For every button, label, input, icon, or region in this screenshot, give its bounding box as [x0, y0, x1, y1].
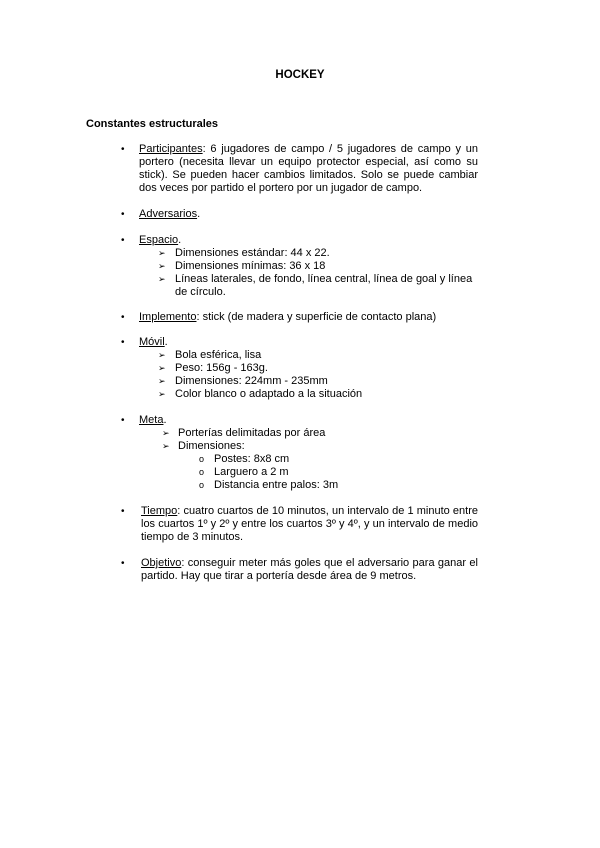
- bullet-icon: •: [121, 506, 125, 517]
- espacio-label: Espacio: [139, 234, 179, 246]
- arrow-bullet-icon: ➢: [158, 350, 166, 360]
- bullet-icon: •: [121, 209, 125, 220]
- arrow-bullet-icon: ➢: [162, 441, 170, 451]
- movil-subitem-text: Dimensiones: 224mm - 235mm: [175, 375, 328, 387]
- espacio-subitem-text: Dimensiones mínimas: 36 x 18: [175, 260, 326, 272]
- objetivo-body: : conseguir meter más goles que el adversario para ganar el partido. Hay que tirar a portería desde área de 9 metros.: [141, 557, 478, 582]
- espacio-tail: .: [178, 234, 182, 246]
- arrow-bullet-icon: ➢: [158, 376, 166, 386]
- implemento-body: : stick (de madera y superficie de contacto plana): [196, 311, 437, 323]
- movil-label: Móvil: [139, 336, 165, 348]
- participantes-body: : 6 jugadores de campo / 5 jugadores de campo y un portero (necesita llevar un equipo protector especial, así como su stick). Se pueden hacer cambios limitados. Solo se puede cambiar dos veces por partido el portero por un jugador de campo.: [139, 143, 478, 194]
- tiempo-text: [141, 505, 478, 544]
- implemento-text: [139, 311, 478, 324]
- section-heading: Constantes estructurales: [86, 118, 219, 130]
- bullet-icon: •: [121, 337, 125, 348]
- adversarios-label: Adversarios: [139, 208, 198, 220]
- adversarios-text: [139, 208, 478, 221]
- bullet-icon: •: [121, 415, 125, 426]
- bullet-icon: •: [121, 144, 125, 155]
- arrow-bullet-icon: ➢: [158, 248, 166, 258]
- meta-dimension-text: Postes: 8x8 cm: [214, 453, 290, 465]
- arrow-bullet-icon: ➢: [158, 363, 166, 373]
- document-title: HOCKEY: [275, 69, 325, 81]
- meta-label: Meta: [139, 414, 164, 426]
- meta-dimension-text: Larguero a 2 m: [214, 466, 289, 478]
- arrow-bullet-icon: ➢: [162, 428, 170, 438]
- circle-bullet-icon: o: [199, 480, 205, 490]
- movil-subitem-text: Color blanco o adaptado a la situación: [175, 388, 363, 400]
- bullet-icon: •: [121, 312, 125, 323]
- movil-subitem-text: Peso: 156g - 163g.: [175, 362, 268, 374]
- objetivo-text: [141, 557, 478, 583]
- tiempo-label: Tiempo: [141, 505, 178, 517]
- arrow-bullet-icon: ➢: [158, 261, 166, 271]
- arrow-bullet-icon: ➢: [158, 389, 166, 399]
- meta-text: [139, 414, 478, 427]
- participantes-label: Participantes: [139, 143, 203, 155]
- arrow-bullet-icon: ➢: [158, 274, 166, 284]
- circle-bullet-icon: o: [199, 454, 205, 464]
- meta-dimension-text: Distancia entre palos: 3m: [214, 479, 339, 491]
- meta-subitem-text: Dimensiones:: [178, 440, 245, 452]
- espacio-subitem-text: Líneas laterales, de fondo, línea central, línea de goal y línea de círculo.: [175, 273, 473, 298]
- circle-bullet-icon: o: [199, 467, 205, 477]
- movil-subitem-text: Bola esférica, lisa: [175, 349, 262, 361]
- movil-text: [139, 336, 478, 349]
- participantes-text: [139, 143, 478, 195]
- bullet-icon: •: [121, 558, 125, 569]
- implemento-label: Implemento: [139, 311, 197, 323]
- tiempo-body: : cuatro cuartos de 10 minutos, un intervalo de 1 minuto entre los cuartos 1º y 2º y entre los cuartos 3º y 4º, y un intervalo de medio tiempo de 3 minutos.: [141, 505, 478, 543]
- adversarios-tail: .: [197, 208, 201, 220]
- espacio-text: [139, 234, 478, 247]
- objetivo-label: Objetivo: [141, 557, 182, 569]
- meta-subitem-text: Porterías delimitadas por área: [178, 427, 326, 439]
- movil-tail: .: [164, 336, 168, 348]
- bullet-icon: •: [121, 235, 125, 246]
- espacio-subitem-text: Dimensiones estándar: 44 x 22.: [175, 247, 330, 259]
- meta-tail: .: [163, 414, 167, 426]
